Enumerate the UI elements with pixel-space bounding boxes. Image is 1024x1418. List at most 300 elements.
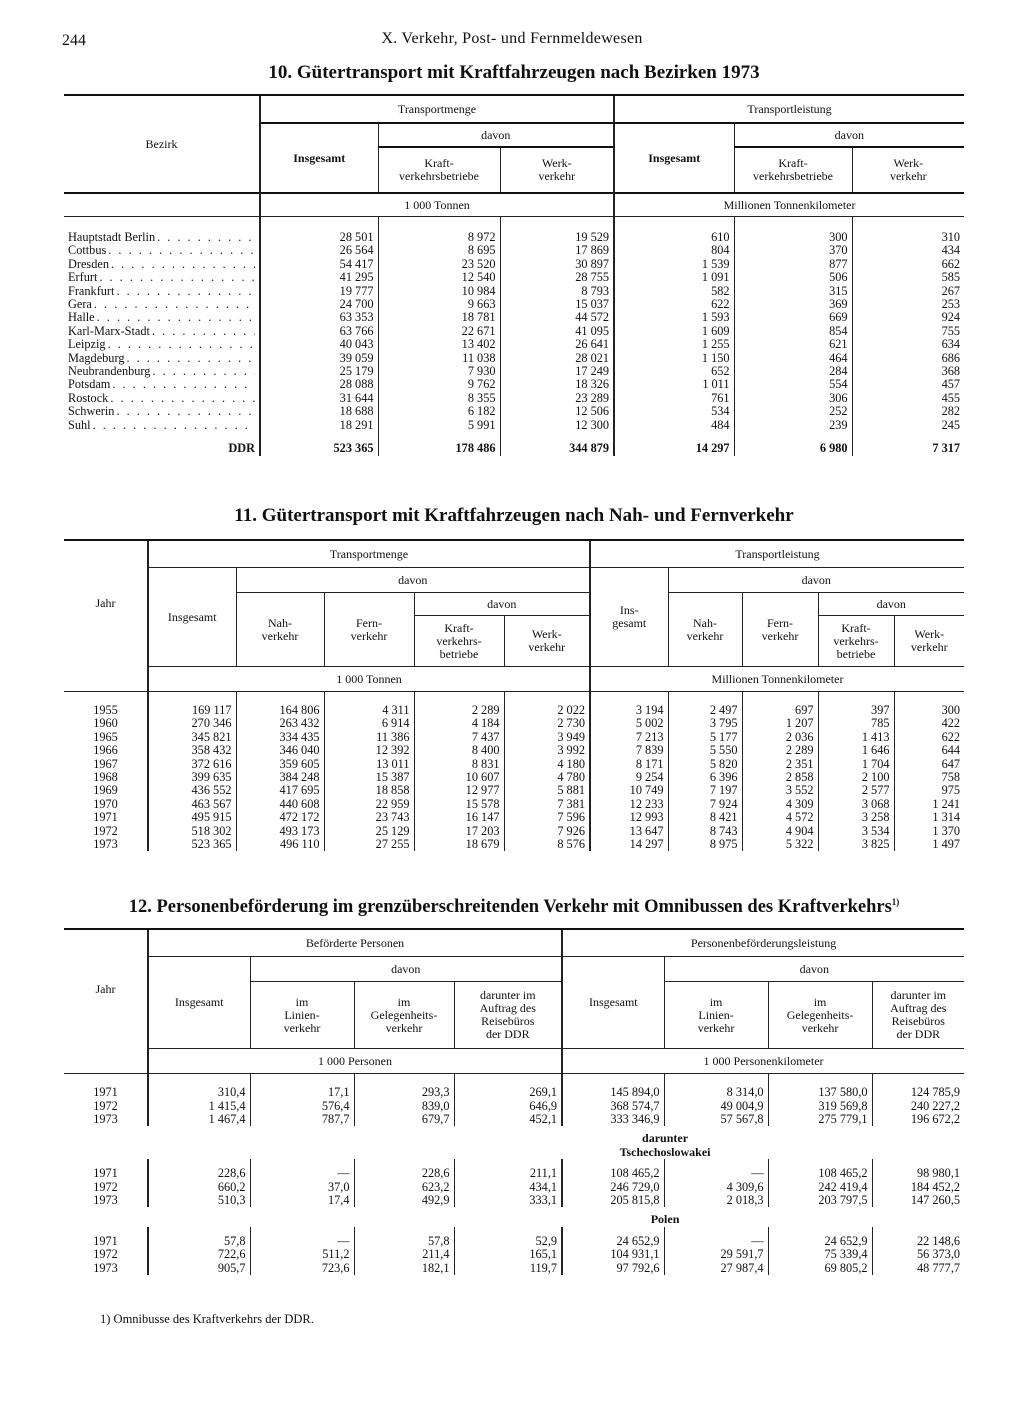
value-cell: 1 150 <box>614 352 734 365</box>
value-cell: 211,4 <box>354 1248 454 1261</box>
value-cell: 57,8 <box>148 1227 250 1248</box>
table-row <box>64 811 964 824</box>
bezirk-cell <box>64 325 260 338</box>
total-label: DDR <box>228 441 255 456</box>
col-header-reisebuero: darunter im Auftrag des Reisebüros der DDR <box>872 982 964 1049</box>
value-cell: 12 540 <box>378 271 500 284</box>
bezirk-name: Rostock <box>68 390 109 405</box>
value-cell: 270 346 <box>148 717 236 730</box>
bezirk-name: Potsdam <box>68 377 111 392</box>
value-cell: 679,7 <box>354 1113 454 1126</box>
table-11-header <box>64 540 964 692</box>
year-cell: 1966 <box>93 743 118 758</box>
table-row <box>64 798 964 811</box>
value-cell: 2 497 <box>668 692 742 718</box>
running-head: X. Verkehr, Post- und Fernmeldewesen <box>381 30 643 47</box>
value-cell: 8 576 <box>504 838 590 851</box>
value-cell: 165,1 <box>454 1248 562 1261</box>
value-cell: 6 182 <box>378 405 500 418</box>
value-cell: 240 227,2 <box>872 1100 964 1113</box>
value-cell: 839,0 <box>354 1100 454 1113</box>
leader-dots <box>111 258 255 271</box>
value-cell: 17,4 <box>250 1194 354 1207</box>
col-header-jahr: Jahr <box>64 929 148 1049</box>
value-cell: 723,6 <box>250 1262 354 1275</box>
value-cell: 755 <box>852 325 964 338</box>
value-cell: 2 351 <box>742 758 818 771</box>
value-cell: 24 700 <box>260 298 378 311</box>
col-header-werkverkehr: Werk- verkehr <box>852 147 964 193</box>
value-cell: 975 <box>894 784 964 797</box>
value-cell: 877 <box>734 258 852 271</box>
value-cell: 397 <box>818 692 894 718</box>
value-cell: 44 572 <box>500 311 614 324</box>
value-cell: 523 365 <box>148 838 236 851</box>
value-cell: 472 172 <box>236 811 324 824</box>
bezirk-cell <box>64 405 260 418</box>
value-cell: 12 300 <box>500 419 614 432</box>
value-cell: 26 641 <box>500 338 614 351</box>
value-cell: 18 679 <box>414 838 504 851</box>
table-row <box>64 838 964 851</box>
value-cell: 787,7 <box>250 1113 354 1126</box>
value-cell: 12 392 <box>324 744 414 757</box>
value-cell: 660,2 <box>148 1181 250 1194</box>
value-cell: — <box>250 1227 354 1248</box>
value-cell: 368 <box>852 365 964 378</box>
value-cell: 12 977 <box>414 784 504 797</box>
total-row <box>64 432 964 455</box>
table-row <box>64 825 964 838</box>
davon-label: davon <box>664 957 964 982</box>
value-cell: 49 004,9 <box>664 1100 768 1113</box>
col-header-insgesamt: Insgesamt <box>260 123 378 193</box>
table-row <box>64 311 964 324</box>
value-cell: 8 743 <box>668 825 742 838</box>
year-cell: 1967 <box>93 756 118 771</box>
value-cell: 417 695 <box>236 784 324 797</box>
value-cell: 18 858 <box>324 784 414 797</box>
value-cell: 1 241 <box>894 798 964 811</box>
davon-label: davon <box>250 957 562 982</box>
value-cell: 511,2 <box>250 1248 354 1261</box>
col-header-insgesamt: Ins- gesamt <box>590 568 668 667</box>
value-cell: 623,2 <box>354 1181 454 1194</box>
value-cell: 662 <box>852 258 964 271</box>
col-header-insgesamt: Insgesamt <box>562 957 664 1049</box>
table-12-title <box>64 897 964 918</box>
value-cell: 582 <box>614 285 734 298</box>
bezirk-name: Gera <box>68 297 92 312</box>
value-cell: 57,8 <box>354 1227 454 1248</box>
unit-label-tonnenkilometer: Millionen Tonnenkilometer <box>590 667 964 692</box>
value-cell: 5 002 <box>590 717 668 730</box>
value-cell: 11 038 <box>378 352 500 365</box>
table-12-title-text: 12. Personenbeförderung im grenzüberschreitenden Verkehr mit Omnibussen des Kraftverkehrs <box>128 897 892 918</box>
col-header-nahverkehr: Nah- verkehr <box>668 593 742 667</box>
value-cell: 164 806 <box>236 692 324 718</box>
value-cell: 4 904 <box>742 825 818 838</box>
value-cell: 9 254 <box>590 771 668 784</box>
value-cell: 27 255 <box>324 838 414 851</box>
table-row <box>64 244 964 257</box>
value-cell: 1 413 <box>818 731 894 744</box>
value-cell: 228,6 <box>354 1159 454 1180</box>
davon-label: davon <box>236 568 590 593</box>
value-cell: 369 <box>734 298 852 311</box>
value-cell: 924 <box>852 311 964 324</box>
value-cell: 10 607 <box>414 771 504 784</box>
value-cell: 854 <box>734 325 852 338</box>
value-cell: 18 291 <box>260 419 378 432</box>
table-11-title: 11. Gütertransport mit Kraftfahrzeugen nach Nah- und Fernverkehr <box>234 505 794 526</box>
bezirk-name: Neubrandenburg <box>68 364 151 379</box>
value-cell: 2 100 <box>818 771 894 784</box>
value-cell: 1 497 <box>894 838 964 851</box>
value-cell: 252 <box>734 405 852 418</box>
table-row <box>64 692 964 718</box>
value-cell: 372 616 <box>148 758 236 771</box>
value-cell: 422 <box>894 717 964 730</box>
value-cell: 69 805,2 <box>768 1262 872 1275</box>
value-cell: 184 452,2 <box>872 1181 964 1194</box>
value-cell: 2 730 <box>504 717 590 730</box>
value-cell: 22 671 <box>378 325 500 338</box>
value-cell: 4 184 <box>414 717 504 730</box>
bezirk-cell <box>64 271 260 284</box>
value-cell: 54 417 <box>260 258 378 271</box>
value-cell: 585 <box>852 271 964 284</box>
value-cell: 333,1 <box>454 1194 562 1207</box>
spacer-cell <box>64 1126 562 1159</box>
table-row <box>64 784 964 797</box>
value-cell: 610 <box>614 217 734 245</box>
value-cell: 28 755 <box>500 271 614 284</box>
leader-dots <box>152 365 255 378</box>
value-cell: 634 <box>852 338 964 351</box>
value-cell: 463 567 <box>148 798 236 811</box>
value-cell: 1 415,4 <box>148 1100 250 1113</box>
value-cell: 2 018,3 <box>664 1194 768 1207</box>
value-cell: 22 959 <box>324 798 414 811</box>
value-cell: 26 564 <box>260 244 378 257</box>
value-cell: 7 317 <box>852 432 964 455</box>
value-cell: 905,7 <box>148 1262 250 1275</box>
value-cell: 3 258 <box>818 811 894 824</box>
value-cell: 17 869 <box>500 244 614 257</box>
value-cell: 63 766 <box>260 325 378 338</box>
value-cell: 3 068 <box>818 798 894 811</box>
value-cell: 492,9 <box>354 1194 454 1207</box>
value-cell: 8 314,0 <box>664 1074 768 1100</box>
table-row <box>64 285 964 298</box>
col-header-jahr: Jahr <box>64 540 148 667</box>
value-cell: 621 <box>734 338 852 351</box>
value-cell: 137 580,0 <box>768 1074 872 1100</box>
value-cell: 8 793 <box>500 285 614 298</box>
bezirk-name: Halle <box>68 310 95 325</box>
bezirk-name: Karl-Marx-Stadt <box>68 323 150 338</box>
bezirk-name: Erfurt <box>68 270 98 285</box>
value-cell: 523 365 <box>260 432 378 455</box>
value-cell: 2 022 <box>504 692 590 718</box>
value-cell: 12 233 <box>590 798 668 811</box>
section-tschechoslowakei <box>64 1126 964 1159</box>
section-label: Polen <box>650 1212 680 1227</box>
col-header-kraftverkehrsbetriebe: Kraft- verkehrsbetriebe <box>734 147 852 193</box>
bezirk-cell <box>64 338 260 351</box>
value-cell: 4 780 <box>504 771 590 784</box>
value-cell: 7 839 <box>590 744 668 757</box>
col-header-linienverkehr: im Linien- verkehr <box>664 982 768 1049</box>
value-cell: 452,1 <box>454 1113 562 1126</box>
value-cell: 25 179 <box>260 365 378 378</box>
year-cell: 1972 <box>93 1179 118 1194</box>
year-cell: 1968 <box>93 770 118 785</box>
value-cell: 13 402 <box>378 338 500 351</box>
value-cell: 282 <box>852 405 964 418</box>
value-cell: 267 <box>852 285 964 298</box>
year-cell: 1955 <box>93 703 118 717</box>
col-header-kraftverkehrsbetriebe: Kraft- verkehrsbetriebe <box>378 147 500 193</box>
leader-dots <box>157 231 255 244</box>
value-cell: 9 762 <box>378 378 500 391</box>
value-cell: — <box>250 1159 354 1180</box>
value-cell: 25 129 <box>324 825 414 838</box>
group-header-personenbefoerderungsleistung: Personenbeförderungsleistung <box>562 929 964 957</box>
leader-dots <box>126 352 255 365</box>
value-cell: 27 987,4 <box>664 1262 768 1275</box>
value-cell: 5 177 <box>668 731 742 744</box>
value-cell: 3 992 <box>504 744 590 757</box>
value-cell: 19 777 <box>260 285 378 298</box>
year-cell: 1973 <box>93 1193 118 1207</box>
value-cell: 647 <box>894 758 964 771</box>
value-cell: 8 975 <box>668 838 742 851</box>
value-cell: 300 <box>734 217 852 245</box>
section-polen <box>64 1207 964 1226</box>
value-cell: 17 249 <box>500 365 614 378</box>
col-header-insgesamt: Insgesamt <box>614 123 734 193</box>
bezirk-cell <box>64 378 260 391</box>
value-cell: 12 506 <box>500 405 614 418</box>
value-cell: 310,4 <box>148 1074 250 1100</box>
year-cell: 1972 <box>93 1098 118 1113</box>
year-cell: 1971 <box>93 810 118 825</box>
value-cell: 28 501 <box>260 217 378 245</box>
value-cell: 14 297 <box>614 432 734 455</box>
bezirk-cell <box>64 285 260 298</box>
table-row <box>64 1100 964 1113</box>
bezirk-name: Leipzig <box>68 337 106 352</box>
year-cell: 1969 <box>93 783 118 798</box>
value-cell: 245 <box>852 419 964 432</box>
value-cell: 554 <box>734 378 852 391</box>
value-cell: 5 991 <box>378 419 500 432</box>
value-cell: 10 984 <box>378 285 500 298</box>
value-cell: 7 213 <box>590 731 668 744</box>
value-cell: 145 894,0 <box>562 1074 664 1100</box>
table-12-header <box>64 929 964 1074</box>
unit-label-tonnen: 1 000 Tonnen <box>260 193 614 217</box>
value-cell: 345 821 <box>148 731 236 744</box>
value-cell: 300 <box>894 692 964 718</box>
col-header-bezirk: Bezirk <box>64 95 260 193</box>
spacer-cell <box>768 1126 964 1159</box>
value-cell: 5 820 <box>668 758 742 771</box>
value-cell: 124 785,9 <box>872 1074 964 1100</box>
col-header-werkverkehr: Werk- verkehr <box>504 616 590 667</box>
value-cell: 7 924 <box>668 798 742 811</box>
col-header-kraftverkehrsbetriebe: Kraft- verkehrs- betriebe <box>818 616 894 667</box>
year-cell: 1971 <box>93 1166 118 1181</box>
table-row <box>64 1181 964 1194</box>
value-cell: 98 980,1 <box>872 1159 964 1180</box>
value-cell: 12 993 <box>590 811 668 824</box>
value-cell: 56 373,0 <box>872 1248 964 1261</box>
table-row <box>64 217 964 245</box>
value-cell: 484 <box>614 419 734 432</box>
value-cell: 4 180 <box>504 758 590 771</box>
bezirk-name: Hauptstadt Berlin <box>68 230 156 244</box>
table-row <box>64 419 964 432</box>
value-cell: 804 <box>614 244 734 257</box>
value-cell: 493 173 <box>236 825 324 838</box>
value-cell: 315 <box>734 285 852 298</box>
unit-label-personen: 1 000 Personen <box>148 1049 562 1074</box>
bezirk-cell <box>64 365 260 378</box>
table-row <box>64 298 964 311</box>
value-cell: 239 <box>734 419 852 432</box>
bezirk-cell <box>64 217 260 245</box>
table-row <box>64 1159 964 1180</box>
spacer-cell <box>768 1207 964 1226</box>
col-header-fernverkehr: Fern- verkehr <box>742 593 818 667</box>
bezirk-cell <box>64 311 260 324</box>
value-cell: 622 <box>614 298 734 311</box>
value-cell: 275 779,1 <box>768 1113 872 1126</box>
value-cell: 203 797,5 <box>768 1194 872 1207</box>
value-cell: 436 552 <box>148 784 236 797</box>
value-cell: 39 059 <box>260 352 378 365</box>
value-cell: 697 <box>742 692 818 718</box>
value-cell: 510,3 <box>148 1194 250 1207</box>
col-header-linienverkehr: im Linien- verkehr <box>250 982 354 1049</box>
value-cell: 358 432 <box>148 744 236 757</box>
year-cell: 1973 <box>93 1260 118 1275</box>
value-cell: 359 605 <box>236 758 324 771</box>
col-header-fernverkehr: Fern- verkehr <box>324 593 414 667</box>
table-11-body <box>64 692 964 852</box>
value-cell: 464 <box>734 352 852 365</box>
value-cell: 196 672,2 <box>872 1113 964 1126</box>
group-header-transportmenge: Transportmenge <box>260 95 614 123</box>
value-cell: 434,1 <box>454 1181 562 1194</box>
col-header-werkverkehr: Werk- verkehr <box>500 147 614 193</box>
value-cell: 344 879 <box>500 432 614 455</box>
value-cell: 4 309,6 <box>664 1181 768 1194</box>
value-cell: 57 567,8 <box>664 1113 768 1126</box>
table-row <box>64 258 964 271</box>
value-cell: 6 980 <box>734 432 852 455</box>
value-cell: 14 297 <box>590 838 668 851</box>
section-label: darunter Tschechoslowakei <box>619 1131 711 1159</box>
table-10-header <box>64 95 964 217</box>
col-header-gelegenheitsverkehr: im Gelegenheits- verkehr <box>768 982 872 1049</box>
value-cell: 758 <box>894 771 964 784</box>
leader-dots <box>108 244 255 257</box>
value-cell: 7 930 <box>378 365 500 378</box>
value-cell: 8 400 <box>414 744 504 757</box>
value-cell: 52,9 <box>454 1227 562 1248</box>
value-cell: 646,9 <box>454 1100 562 1113</box>
table-row <box>64 392 964 405</box>
value-cell: 1 314 <box>894 811 964 824</box>
value-cell: 576,4 <box>250 1100 354 1113</box>
value-cell: 284 <box>734 365 852 378</box>
value-cell: 3 825 <box>818 838 894 851</box>
value-cell: 534 <box>614 405 734 418</box>
bezirk-cell <box>64 419 260 432</box>
value-cell: 1 207 <box>742 717 818 730</box>
col-header-kraftverkehrsbetriebe: Kraft- verkehrs- betriebe <box>414 616 504 667</box>
bezirk-name: Frankfurt <box>68 283 115 298</box>
table-row <box>64 717 964 730</box>
davon-label: davon <box>414 593 590 616</box>
value-cell: 4 311 <box>324 692 414 718</box>
value-cell: 1 593 <box>614 311 734 324</box>
value-cell: 1 646 <box>818 744 894 757</box>
leader-dots <box>116 285 255 298</box>
col-header-werkverkehr: Werk- verkehr <box>894 616 964 667</box>
value-cell: 669 <box>734 311 852 324</box>
value-cell: 63 353 <box>260 311 378 324</box>
spacer-cell <box>64 1207 562 1226</box>
value-cell: 518 302 <box>148 825 236 838</box>
col-header-reisebuero: darunter im Auftrag des Reisebüros der DDR <box>454 982 562 1049</box>
table-row <box>64 1113 964 1126</box>
table-11 <box>64 505 964 851</box>
value-cell: 8 831 <box>414 758 504 771</box>
value-cell: 5 550 <box>668 744 742 757</box>
value-cell: 1 539 <box>614 258 734 271</box>
group-header-transportleistung: Transportleistung <box>590 540 964 568</box>
table-row <box>64 1227 964 1248</box>
footnote: 1) Omnibusse des Kraftverkehrs der DDR. <box>100 1312 314 1326</box>
value-cell: 31 644 <box>260 392 378 405</box>
table-12-body <box>64 1074 964 1275</box>
col-header-gelegenheitsverkehr: im Gelegenheits- verkehr <box>354 982 454 1049</box>
value-cell: 13 011 <box>324 758 414 771</box>
table-row <box>64 744 964 757</box>
value-cell: 2 036 <box>742 731 818 744</box>
value-cell: 23 743 <box>324 811 414 824</box>
value-cell: 399 635 <box>148 771 236 784</box>
value-cell: 147 260,5 <box>872 1194 964 1207</box>
bezirk-cell <box>64 352 260 365</box>
value-cell: 496 110 <box>236 838 324 851</box>
table-row <box>64 338 964 351</box>
table-12 <box>64 897 964 1275</box>
bezirk-cell <box>64 244 260 257</box>
value-cell: 6 914 <box>324 717 414 730</box>
value-cell: 104 931,1 <box>562 1248 664 1261</box>
value-cell: 1 091 <box>614 271 734 284</box>
value-cell: 7 381 <box>504 798 590 811</box>
leader-dots <box>116 405 255 418</box>
year-cell: 1965 <box>93 729 118 744</box>
leader-dots <box>108 338 255 351</box>
